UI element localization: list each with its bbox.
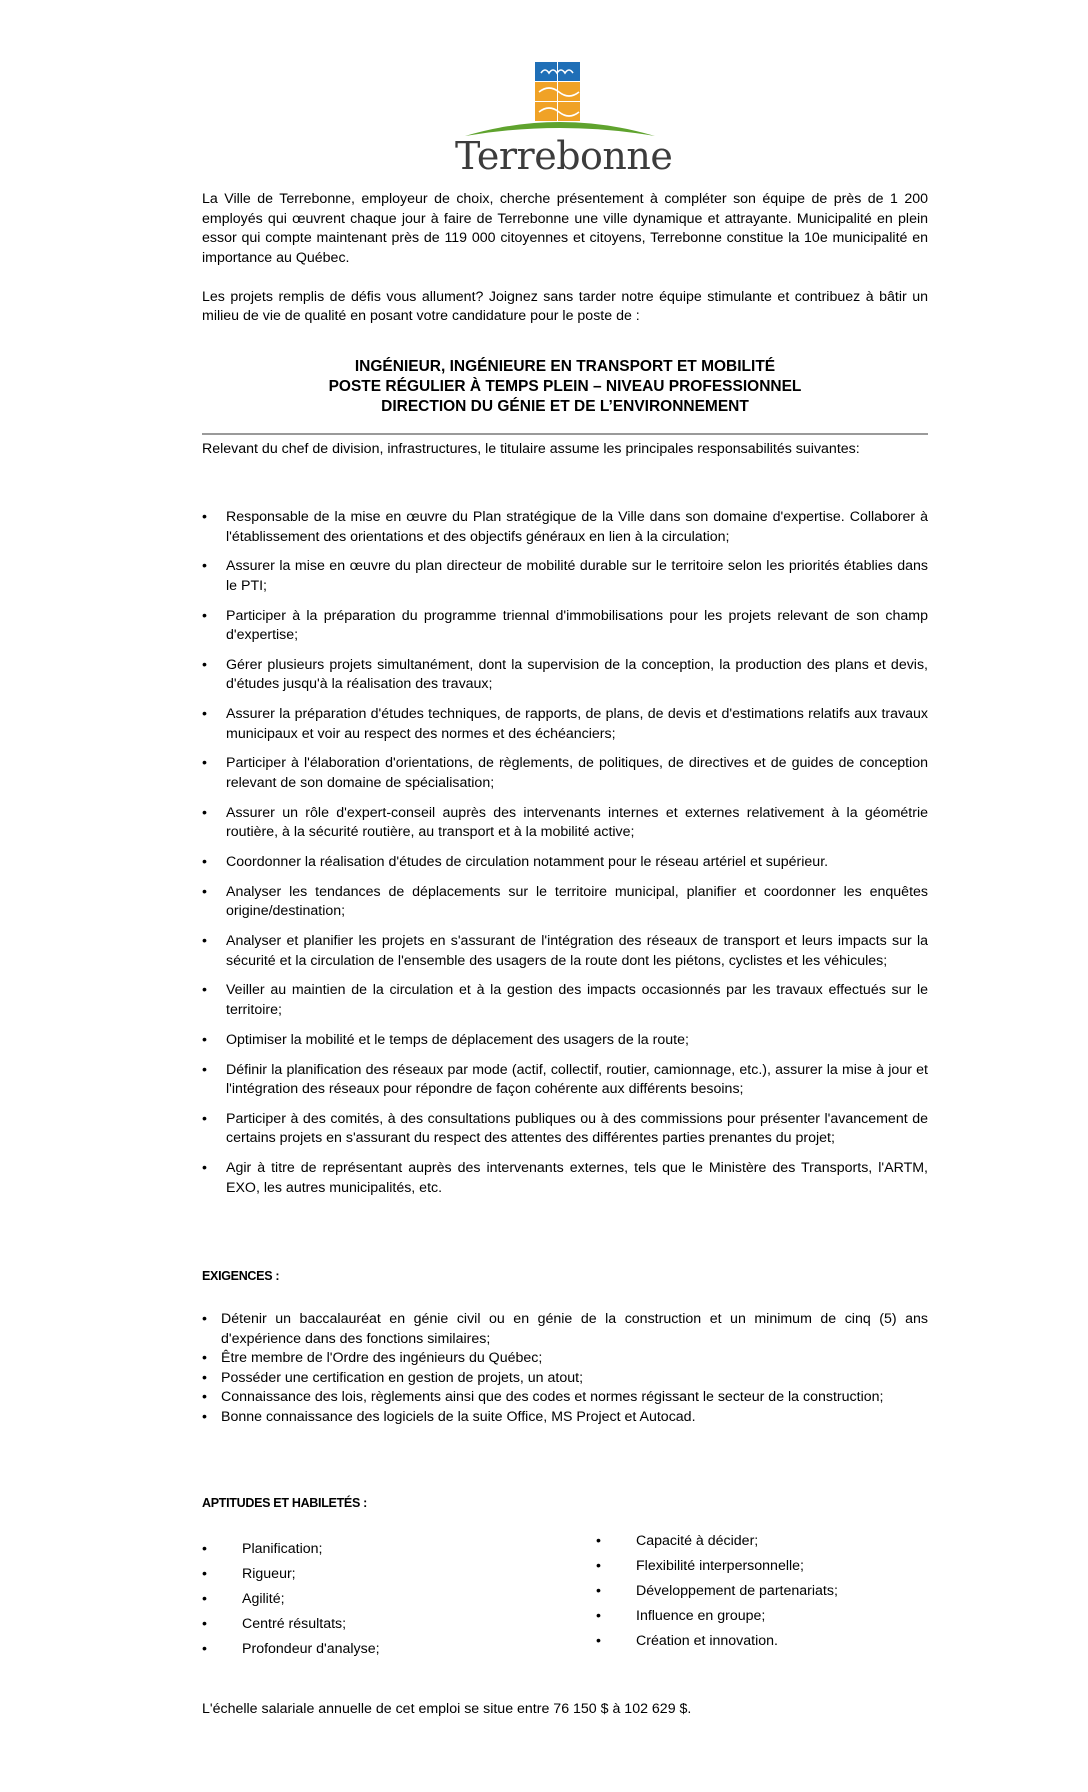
list-item: • Coordonner la réalisation d'études de circulation notamment pour le réseau artériel et supérieur. — [202, 853, 928, 873]
job-title-block — [202, 357, 928, 417]
list-item: • Analyser et planifier les projets en s'assurant de l'intégration des réseaux de transport et leurs impacts sur la sécurité et la circulation de l'ensemble des usagers de la route dont les piétons, cyclistes et les véhicules; — [202, 932, 928, 971]
salary-range: L'échelle salariale annuelle de cet emploi se situe entre 76 150 $ à 102 629 $. — [202, 1701, 692, 1717]
list-item: • Bonne connaissance des logiciels de la suite Office, MS Project et Autocad. — [202, 1408, 928, 1428]
list-item: • Participer à l'élaboration d'orientations, de règlements, de politiques, de directives et de guides de conception relevant de son domaine de spécialisation; — [202, 754, 928, 793]
list-item: • Influence en groupe; — [596, 1607, 896, 1627]
list-item: • Centré résultats; — [202, 1615, 502, 1635]
list-item: • Profondeur d'analyse; — [202, 1640, 502, 1660]
list-item: • Participer à des comités, à des consultations publiques ou à des commissions pour présenter l'avancement de certains projets en s'assurant du respect des attentes des différentes parties prenantes du projet; — [202, 1110, 928, 1149]
list-item: • Assurer un rôle d'expert-conseil auprès des intervenants internes et externes relativement à la géométrie routière, à la sécurité routière, au transport et à la mobilité active; — [202, 804, 928, 843]
title-divider — [202, 433, 928, 435]
list-item: • Définir la planification des réseaux par mode (actif, collectif, routier, camionnage, etc.), assurer la mise à jour et l'intégration des réseaux pour répondre de façon cohérente aux différents besoins; — [202, 1061, 928, 1100]
list-item: • Développement de partenariats; — [596, 1582, 896, 1602]
list-item: • Agir à titre de représentant auprès des intervenants externes, tels que le Ministère des Transports, l'ARTM, EXO, les autres municipalités, etc. — [202, 1159, 928, 1198]
list-item: • Agilité; — [202, 1590, 502, 1610]
list-item: • Gérer plusieurs projets simultanément, dont la supervision de la conception, la production des plans et devis, d'études jusqu'à la réalisation des travaux; — [202, 656, 928, 695]
job-status: POSTE RÉGULIER À TEMPS PLEIN – NIVEAU PROFESSIONNEL — [328, 378, 802, 395]
list-item: • Détenir un baccalauréat en génie civil ou en génie de la construction et un minimum de cinq (5) ans d'expérience dans des fonctions similaires; — [202, 1310, 928, 1349]
requirements-list — [202, 1310, 928, 1427]
skills-list-right — [596, 1532, 896, 1657]
skills-heading: APTITUDES ET HABILETÉS : — [202, 1496, 368, 1510]
job-department: DIRECTION DU GÉNIE ET DE L’ENVIRONNEMENT — [381, 398, 749, 415]
logo-wordmark: Terrebonne — [455, 134, 673, 178]
list-item: • Connaissance des lois, règlements ainsi que des codes et normes régissant le secteur de la construction; — [202, 1388, 928, 1408]
list-item: • Planification; — [202, 1540, 502, 1560]
list-item: • Posséder une certification en gestion de projets, un atout; — [202, 1369, 928, 1389]
list-item: • Participer à la préparation du programme triennal d'immobilisations pour les projets relevant de son champ d'expertise; — [202, 607, 928, 646]
job-title: INGÉNIEUR, INGÉNIEURE EN TRANSPORT ET MOBILITÉ — [354, 358, 776, 375]
intro-paragraph: La Ville de Terrebonne, employeur de choix, cherche présentement à compléter son équipe de près de 1 200 employés qui œuvrent chaque jour à faire de Terrebonne une ville dynamique et attrayante. Municipalité en plein essor qui compte maintenant près de 119 000 citoyennes et citoyens, Terrebonne constitue la 10e municipalité en importance au Québec. — [202, 191, 928, 266]
responsibilities-list — [202, 508, 928, 1208]
intro-paragraph: Les projets remplis de défis vous allument? Joignez sans tarder notre équipe stimulante et contribuez à bâtir un milieu de vie de qualité en posant votre candidature pour le poste de : — [202, 288, 928, 324]
lead-section — [202, 440, 928, 460]
list-item: • Analyser les tendances de déplacements sur le territoire municipal, planifier et coordonner les enquêtes origine/destination; — [202, 883, 928, 922]
list-item: • Rigueur; — [202, 1565, 502, 1585]
city-emblem-icon — [455, 58, 665, 138]
intro-section — [202, 190, 928, 327]
list-item: • Optimiser la mobilité et le temps de déplacement des usagers de la route; — [202, 1031, 928, 1051]
list-item: • Assurer la mise en œuvre du plan directeur de mobilité durable sur le territoire selon les priorités établies dans le PTI; — [202, 557, 928, 596]
skills-list-left — [202, 1540, 502, 1665]
list-item: • Veiller au maintien de la circulation et à la gestion des impacts occasionnés par les travaux effectués sur le territoire; — [202, 981, 928, 1020]
list-item: • Flexibilité interpersonnelle; — [596, 1557, 896, 1577]
list-item: • Capacité à décider; — [596, 1532, 896, 1552]
list-item: • Être membre de l'Ordre des ingénieurs du Québec; — [202, 1349, 928, 1369]
list-item: • Assurer la préparation d'études techniques, de rapports, de plans, de devis et d'estimations relatifs aux travaux municipaux et voir au respect des normes et des échéanciers; — [202, 705, 928, 744]
lead-paragraph: Relevant du chef de division, infrastructures, le titulaire assume les principales responsabilités suivantes: — [202, 441, 860, 457]
terrebonne-logo — [455, 58, 673, 178]
list-item: • Responsable de la mise en œuvre du Plan stratégique de la Ville dans son domaine d'expertise. Collaborer à l'établissement des orientations et des objectifs généraux en lien à la circulation; — [202, 508, 928, 547]
requirements-heading: EXIGENCES : — [202, 1269, 280, 1283]
list-item: • Création et innovation. — [596, 1632, 896, 1652]
